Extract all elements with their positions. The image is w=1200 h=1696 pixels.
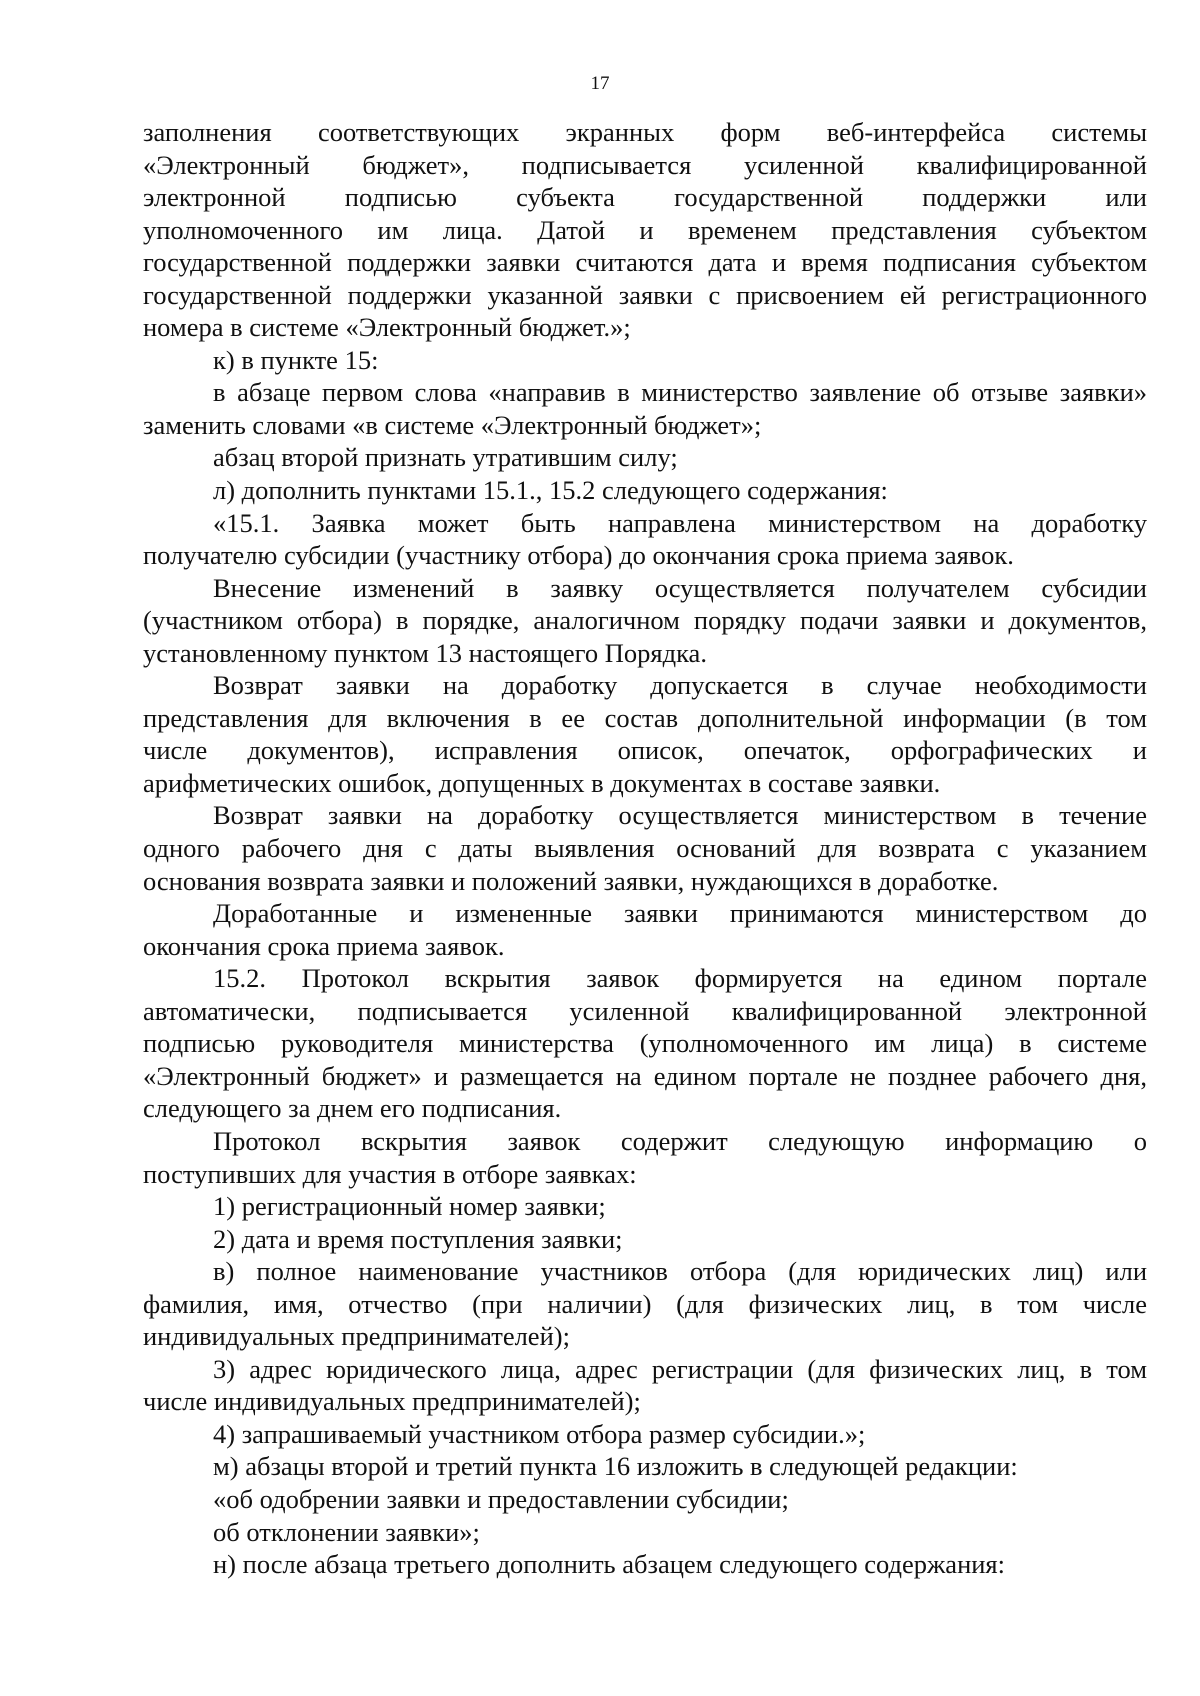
text-line: «Электронный бюджет» и размещается на едином портале не позднее рабочего дня,	[143, 1060, 1147, 1091]
text-line: в) полное наименование участников отбора (для юридических лиц) или	[213, 1256, 1147, 1287]
text-line: одного рабочего дня с даты выявления оснований для возврата с указанием	[143, 833, 1147, 864]
text-line: в абзаце первом слова «направив в министерство заявление об отзыве заявки»	[213, 377, 1147, 408]
page-number: 17	[590, 73, 610, 94]
text-line: заменить словами «в системе «Электронный бюджет»;	[143, 409, 762, 440]
text-line: автоматически, подписывается усиленной квалифицированной электронной	[143, 995, 1147, 1026]
text-line: уполномоченного им лица. Датой и временем представления субъектом	[143, 214, 1147, 245]
document-body	[143, 116, 1147, 1581]
text-line: номера в системе «Электронный бюджет.»;	[143, 312, 631, 343]
text-line: Возврат заявки на доработку допускается в случае необходимости	[213, 670, 1147, 701]
text-line: числе документов), исправления описок, опечаток, орфографических и	[143, 735, 1147, 766]
text-line: об отклонении заявки»;	[213, 1516, 480, 1547]
text-line: государственной поддержки указанной заявки с присвоением ей регистрационного	[143, 279, 1147, 310]
text-line: Внесение изменений в заявку осуществляется получателем субсидии	[213, 572, 1147, 603]
text-line: арифметических ошибок, допущенных в документах в составе заявки.	[143, 767, 941, 798]
text-line: м) абзацы второй и третий пункта 16 изложить в следующей редакции:	[213, 1451, 1018, 1482]
text-line: абзац второй признать утратившим силу;	[213, 442, 678, 473]
text-line: заполнения соответствующих экранных форм веб-интерфейса системы	[143, 117, 1147, 147]
text-line: фамилия, имя, отчество (при наличии) (для физических лиц, в том числе	[143, 1288, 1147, 1319]
text-line: электронной подписью субъекта государственной поддержки или	[143, 182, 1147, 213]
text-line: «15.1. Заявка может быть направлена министерством на доработку	[213, 507, 1147, 538]
text-line: Возврат заявки на доработку осуществляется министерством в течение	[213, 800, 1147, 831]
text-line: индивидуальных предпринимателей);	[143, 1321, 570, 1352]
text-line: 15.2. Протокол вскрытия заявок формируется на едином портале	[213, 963, 1147, 994]
text-line: Доработанные и измененные заявки принимаются министерством до	[213, 898, 1147, 929]
text-line: подписью руководителя министерства (уполномоченного им лица) в системе	[143, 1028, 1147, 1059]
text-line: государственной поддержки заявки считаются дата и время подписания субъектом	[143, 247, 1147, 278]
text-line: окончания срока приема заявок.	[143, 930, 505, 961]
text-line: «Электронный бюджет», подписывается усиленной квалифицированной	[143, 149, 1147, 180]
text-line: получателю субсидии (участнику отбора) до окончания срока приема заявок.	[143, 540, 1014, 571]
text-line: (участником отбора) в порядке, аналогичном порядку подачи заявки и документов,	[143, 605, 1147, 636]
text-line: 3) адрес юридического лица, адрес регистрации (для физических лиц, в том	[213, 1353, 1147, 1384]
text-line: основания возврата заявки и положений заявки, нуждающихся в доработке.	[143, 865, 999, 896]
text-line: Протокол вскрытия заявок содержит следующую информацию о	[213, 1125, 1147, 1156]
text-line: числе индивидуальных предпринимателей);	[143, 1386, 641, 1417]
text-line: 1) регистрационный номер заявки;	[213, 1191, 606, 1222]
text-line: 4) запрашиваемый участником отбора размер субсидии.»;	[213, 1418, 866, 1449]
text-line: следующего за днем его подписания.	[143, 1093, 562, 1124]
text-line: «об одобрении заявки и предоставлении субсидии;	[213, 1483, 789, 1514]
text-line: к) в пункте 15:	[213, 344, 379, 375]
text-line: 2) дата и время поступления заявки;	[213, 1223, 623, 1254]
text-line: поступивших для участия в отборе заявках:	[143, 1158, 637, 1189]
text-line: установленному пунктом 13 настоящего Порядка.	[143, 637, 707, 668]
text-line: н) после абзаца третьего дополнить абзацем следующего содержания:	[213, 1549, 1005, 1580]
text-line: представления для включения в ее состав дополнительной информации (в том	[143, 702, 1147, 733]
text-line: л) дополнить пунктами 15.1., 15.2 следующего содержания:	[213, 475, 888, 506]
